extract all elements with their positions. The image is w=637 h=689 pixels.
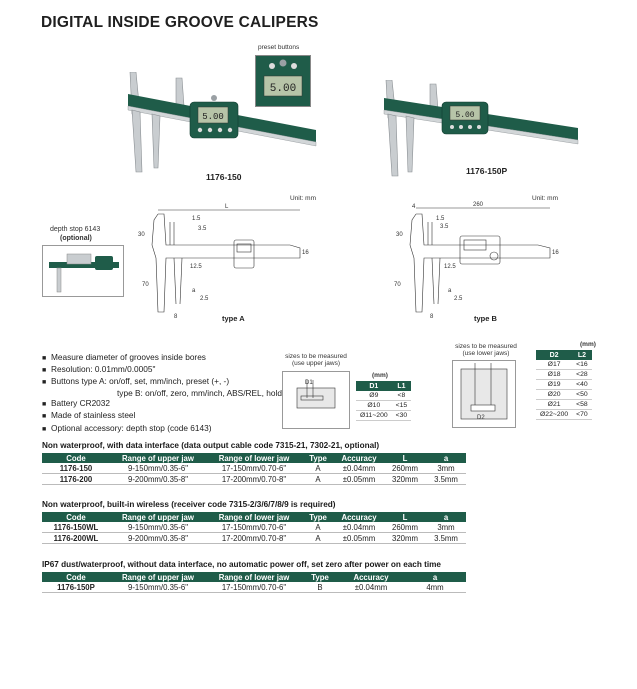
table-row: 1176-200WL 9-200mm/0.35-8" 17-200mm/0.70-8" A ±0.05mm 320mm 3.5mm <box>42 533 466 544</box>
type-a-label: type A <box>222 314 245 323</box>
svg-text:a: a <box>192 288 196 294</box>
feature-item: ■ Measure diameter of grooves inside bores <box>42 352 206 362</box>
display-readout-a: 5.00 <box>202 112 224 122</box>
type-b-label: type B <box>474 314 497 323</box>
preset-buttons-label: preset buttons <box>258 44 300 51</box>
svg-text:3.5: 3.5 <box>440 224 449 230</box>
table-row: Ø21 <58 <box>536 400 592 410</box>
depth-stop-inset <box>42 245 124 297</box>
table-row: Ø18 <28 <box>536 370 592 380</box>
unit-label-b: Unit: mm <box>532 195 558 202</box>
display-readout-b: 5.00 <box>455 111 475 120</box>
svg-text:70: 70 <box>142 282 149 288</box>
svg-text:70: 70 <box>394 282 401 288</box>
lower-jaw-diagram <box>452 360 516 428</box>
spec-table-3: Code Range of upper jaw Range of lower jaw Type Accuracy a 1176-150P 9-150mm/0.35-6" 17-150mm/0.70-6" B ±0.04mm 4mm <box>42 572 466 593</box>
model-label-a: 1176-150 <box>206 172 242 182</box>
svg-text:1.5: 1.5 <box>192 216 201 222</box>
section-heading-1: Non waterproof, with data interface (data output cable code 7315-21, 7302-21, optional) <box>42 441 380 450</box>
preset-buttons-inset <box>255 55 311 107</box>
caliper-photo-b <box>380 80 580 180</box>
drawing-type-a <box>130 200 310 325</box>
upper-caption: sizes to be measured (use upper jaws) <box>285 353 347 367</box>
table-row: Ø19 <40 <box>536 380 592 390</box>
drawing-type-b <box>388 200 563 325</box>
spec-table-2: Code Range of upper jaw Range of lower jaw Type Accuracy L a 1176-150WL 9-150mm/0.35-6" 17-150mm/0.70-6" A ±0.04mm 260mm 3mm 1176-200WL 9-200mm/0.35-8" 17-200mm/0.70-8" A ±0.05mm 320mm 3.5mm <box>42 512 466 544</box>
feature-item: type B: on/off, zero, mm/inch, ABS/REL, hold <box>117 388 282 399</box>
table-row: Ø20 <50 <box>536 390 592 400</box>
svg-text:12.5: 12.5 <box>190 264 202 270</box>
table-row: Ø22~200 <70 <box>536 410 592 420</box>
unit-label-a: Unit: mm <box>290 195 316 202</box>
svg-text:2.5: 2.5 <box>454 296 463 302</box>
table-row: Ø17 <16 <box>536 360 592 370</box>
feature-item: ■ Resolution: 0.01mm/0.0005" <box>42 364 156 375</box>
svg-text:4: 4 <box>412 204 416 210</box>
svg-text:16: 16 <box>302 250 309 256</box>
table-row: 1176-200 9-200mm/0.35-8" 17-200mm/0.70-8" A ±0.05mm 320mm 3.5mm <box>42 474 466 485</box>
feature-item: ■ Buttons type A: on/off, set, mm/inch, preset (+, -) <box>42 376 230 387</box>
page-title: DIGITAL INSIDE GROOVE CALIPERS <box>41 14 319 31</box>
svg-text:30: 30 <box>138 232 145 238</box>
feature-item: ■ Made of stainless steel <box>42 410 136 421</box>
model-label-b: 1176-150P <box>466 166 508 176</box>
svg-text:D1: D1 <box>305 380 313 386</box>
table-row: 1176-150 9-150mm/0.35-6" 17-150mm/0.70-6" A ±0.04mm 260mm 3mm <box>42 463 466 474</box>
upper-jaw-diagram <box>282 371 350 429</box>
table-row: Ø9 <8 <box>356 391 411 401</box>
depth-stop-optional: (optional) <box>60 235 92 242</box>
feature-item: ■ Battery CR2032 <box>42 398 111 409</box>
svg-text:a: a <box>448 288 452 294</box>
dim-260: 260 <box>473 202 484 208</box>
depth-stop-label: depth stop 6143 <box>50 226 101 233</box>
dim-L: L <box>225 204 229 210</box>
section-heading-2: Non waterproof, built-in wireless (receiver code 7315-2/3/6/7/8/9 is required) <box>42 500 336 509</box>
svg-text:3.5: 3.5 <box>198 226 207 232</box>
upper-unit: (mm) <box>372 372 388 379</box>
svg-text:2.5: 2.5 <box>200 296 209 302</box>
svg-text:12.5: 12.5 <box>444 264 456 270</box>
table-row: 1176-150P 9-150mm/0.35-6" 17-150mm/0.70-6" B ±0.04mm 4mm <box>42 582 466 593</box>
lower-caption: sizes to be measured (use lower jaws) <box>455 343 517 357</box>
table-row: Ø10 <15 <box>356 401 411 411</box>
lower-size-table: D2 L2 Ø17 <16 Ø18 <28 Ø19 <40 Ø20 <50 Ø21 <58 Ø22~200 <70 <box>536 350 592 420</box>
display-readout-inset: 5.00 <box>269 83 297 95</box>
feature-item: ■ Optional accessory: depth stop (code 6143) <box>42 422 212 433</box>
svg-text:1.5: 1.5 <box>436 216 445 222</box>
section-heading-3: IP67 dust/waterproof, without data interface, no automatic power off, set zero after power on each time <box>42 560 441 569</box>
spec-table-1: Code Range of upper jaw Range of lower jaw Type Accuracy L a 1176-150 9-150mm/0.35-6" 17-150mm/0.70-6" A ±0.04mm 260mm 3mm 1176-200 9-200mm/0.35-8" 17-200mm/0.70-8" A ±0.05mm 320mm 3.5mm <box>42 453 466 485</box>
svg-text:30: 30 <box>396 232 403 238</box>
svg-text:8: 8 <box>430 314 434 320</box>
feature-list <box>42 352 282 435</box>
svg-text:16: 16 <box>552 250 559 256</box>
svg-text:8: 8 <box>174 314 178 320</box>
svg-text:D2: D2 <box>477 415 485 421</box>
lower-unit: (mm) <box>580 341 596 348</box>
table-row: Ø11~200 <30 <box>356 411 411 421</box>
table-row: 1176-150WL 9-150mm/0.35-6" 17-150mm/0.70-6" A ±0.04mm 260mm 3mm <box>42 522 466 533</box>
upper-size-table: D1 L1 Ø9 <8 Ø10 <15 Ø11~200 <30 <box>356 381 411 421</box>
